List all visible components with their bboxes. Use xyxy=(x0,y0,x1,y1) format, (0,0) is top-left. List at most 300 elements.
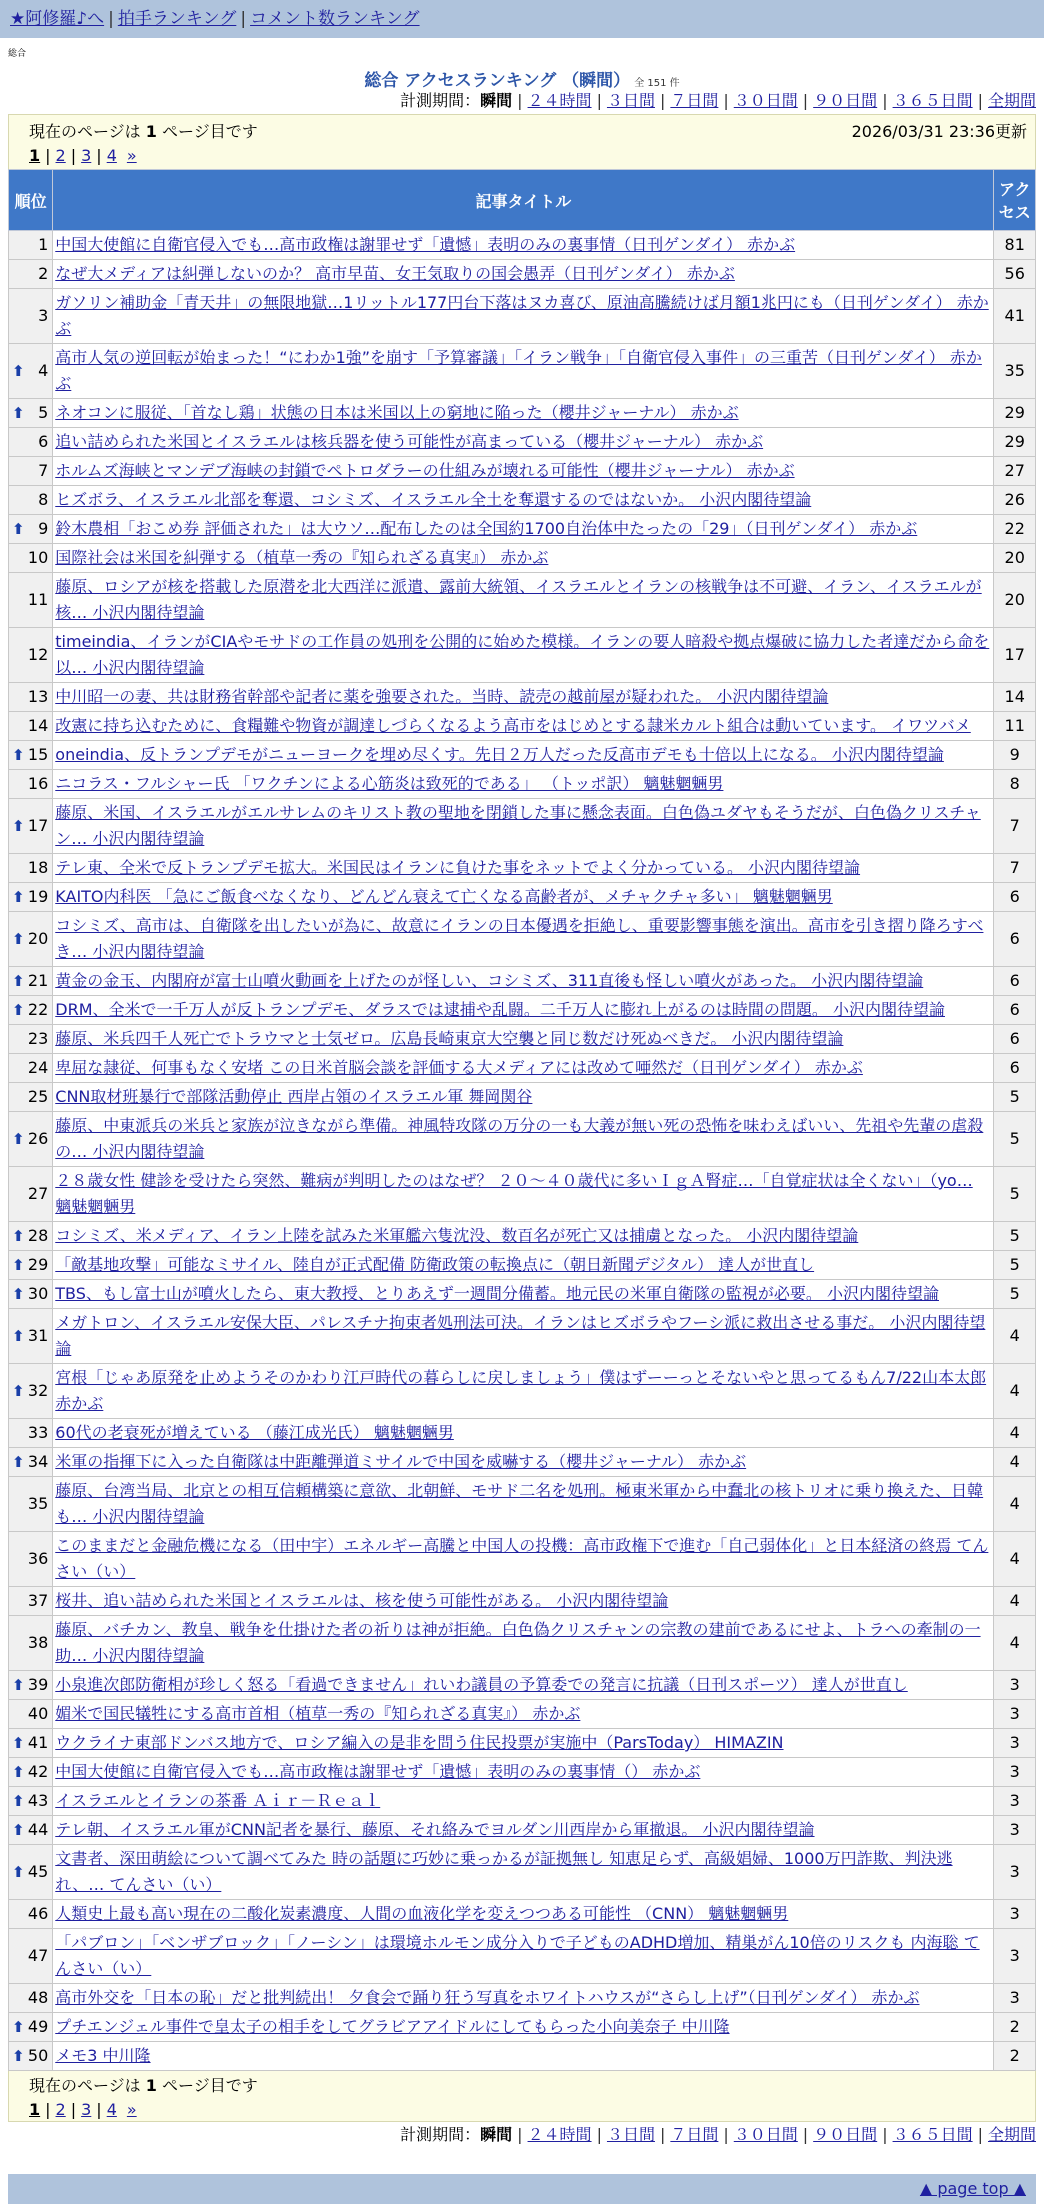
access-count-cell: 6 xyxy=(994,1054,1036,1083)
rank-cell xyxy=(9,1167,53,1222)
table-row xyxy=(9,1758,1036,1787)
access-count-cell: 3 xyxy=(994,1700,1036,1729)
article-title-link[interactable]: プチエンジェル事件で皇太子の相手をしてグラビアアイドルにしてもらった小向美奈子 中川隆 xyxy=(55,2017,730,2036)
article-title-link[interactable]: 国際社会は米国を糾弾する（植草一秀の『知られざる真実』） 赤かぶ xyxy=(55,548,549,567)
article-title-link[interactable]: 「敵基地攻撃」可能なミサイル、陸自が正式配備 防衛政策の転換点に（朝日新聞デジタル） 達人が世直し xyxy=(55,1255,815,1274)
table-row xyxy=(9,1054,1036,1083)
next-page-link[interactable]: » xyxy=(126,146,137,165)
page-link[interactable]: 2 xyxy=(55,146,66,165)
article-title-link[interactable]: 藤原、米兵四千人死亡でトラウマと士気ゼロ。広島長崎東京大空襲と同じ数だけ死ぬべきだ。 小沢内閣待望論 xyxy=(55,1029,844,1048)
table-row xyxy=(9,1251,1036,1280)
up-arrow-icon: ⬆ xyxy=(12,1763,25,1781)
page-link[interactable]: 3 xyxy=(81,146,92,165)
page-title: 総合 アクセスランキング （瞬間） xyxy=(364,71,631,91)
page-info-box xyxy=(8,114,1036,169)
access-count-cell: 3 xyxy=(994,1845,1036,1900)
table-row xyxy=(9,2042,1036,2071)
rank-cell xyxy=(9,1984,53,2013)
article-title-link[interactable]: CNN取材班暴行で部隊活動停止 西岸占領のイスラエル軍 舞岡関谷 xyxy=(55,1087,533,1106)
rank-cell xyxy=(9,1616,53,1671)
period-option-link[interactable]: ２４時間 xyxy=(527,91,592,110)
access-count-cell: 17 xyxy=(994,628,1036,683)
access-count-cell: 5 xyxy=(994,1167,1036,1222)
rank-cell xyxy=(9,544,53,573)
title-cell xyxy=(53,399,994,428)
access-count-cell: 5 xyxy=(994,1280,1036,1309)
access-column-header: アクセス xyxy=(994,170,1036,231)
access-count-cell: 3 xyxy=(994,1929,1036,1984)
table-row xyxy=(9,1025,1036,1054)
table-row xyxy=(9,573,1036,628)
rank-number: 49 xyxy=(27,2017,49,2036)
applause-ranking-link[interactable]: 拍手ランキング xyxy=(117,9,237,29)
article-title-link[interactable]: timeindia、イランがCIAやモサドの工作員の処刑を公開的に始めた模様。イランの要人暗殺や拠点爆破に協力した者達だから命を以… 小沢内閣待望論 xyxy=(55,632,990,677)
article-title-link[interactable]: メガトロン、イスラエル安保大臣、パレスチナ拘束者処刑法可決。イランはヒズボラやフーシ派に救出させる事だ。 小沢内閣待望論 xyxy=(55,1313,986,1358)
table-row xyxy=(9,1532,1036,1587)
access-count-cell: 4 xyxy=(994,1309,1036,1364)
table-row xyxy=(9,741,1036,770)
article-title-link[interactable]: 追い詰められた米国とイスラエルは核兵器を使う可能性が高まっている（櫻井ジャーナル） 赤かぶ xyxy=(55,432,764,451)
page-status-suffix: ページ目です xyxy=(156,2076,258,2095)
access-count-cell: 56 xyxy=(994,260,1036,289)
article-title-link[interactable]: 高市人気の逆回転が始まった！“にわか1強”を崩す「予算審議」「イラン戦争」「自衛官侵入事件」の三重苦（日刊ゲンダイ） 赤かぶ xyxy=(55,348,982,393)
rank-cell xyxy=(9,399,53,428)
rank-cell xyxy=(9,1477,53,1532)
period-current: 瞬間 xyxy=(480,91,513,110)
table-row xyxy=(9,1587,1036,1616)
article-title-link[interactable]: メモ3 中川隆 xyxy=(55,2046,151,2065)
rank-cell xyxy=(9,1700,53,1729)
access-count-cell: 6 xyxy=(994,996,1036,1025)
nav-separator: | xyxy=(108,9,114,29)
article-title-link[interactable]: 高市外交を「日本の恥」だと批判続出！ 夕食会で踊り狂う写真をホワイトハウスが“さらし上げ”（日刊ゲンダイ） 赤かぶ xyxy=(55,1988,920,2007)
rank-number: 20 xyxy=(27,929,49,948)
table-row xyxy=(9,1929,1036,1984)
access-count-cell: 2 xyxy=(994,2013,1036,2042)
rank-cell xyxy=(9,1112,53,1167)
page-status-prefix: 現在のページは xyxy=(29,2076,146,2095)
rank-number: 9 xyxy=(38,519,49,538)
title-cell xyxy=(53,1671,994,1700)
article-title-link[interactable]: 中川昭一の妻、共は財務省幹部や記者に薬を強要された。当時、読売の越前屋が疑われた。 小沢内閣待望論 xyxy=(55,687,829,706)
rank-number: 2 xyxy=(38,264,49,283)
title-cell xyxy=(53,428,994,457)
page-status-suffix: ページ目です xyxy=(156,122,258,141)
article-title-link[interactable]: ２８歳女性 健診を受けたら突然、難病が判明したのはなぜ？ ２０～４０歳代に多いＩｇＡ腎症…「自覚症状は全くない」（yo… 魑魅魍魎男 xyxy=(55,1171,973,1216)
rank-number: 14 xyxy=(27,716,49,735)
access-count-cell: 4 xyxy=(994,1448,1036,1477)
page-link[interactable]: 3 xyxy=(81,2100,92,2119)
access-count-cell: 9 xyxy=(994,741,1036,770)
rank-cell xyxy=(9,741,53,770)
table-row xyxy=(9,1448,1036,1477)
rank-column-header: 順位 xyxy=(9,170,53,231)
article-title-link[interactable]: 中国大使館に自衛官侵入でも…高市政権は謝罪せず「遺憾」表明のみの裏事情（） 赤かぶ xyxy=(55,1762,701,1781)
article-title-link[interactable]: イスラエルとイランの茶番 Ａｉｒ－Ｒｅａｌ xyxy=(55,1791,381,1810)
period-option-link[interactable]: ３６５日間 xyxy=(892,91,973,110)
rank-cell xyxy=(9,1280,53,1309)
title-cell xyxy=(53,683,994,712)
title-cell xyxy=(53,799,994,854)
article-title-link[interactable]: DRM、全米で一千万人が反トランプデモ、ダラスでは逮捕や乱闘。二千万人に膨れ上がるのは時間の問題。 小沢内閣待望論 xyxy=(55,1000,945,1019)
access-count-cell: 11 xyxy=(994,712,1036,741)
rank-number: 15 xyxy=(27,745,49,764)
article-title-link[interactable]: TBS、もし富士山が噴火したら、東大教授、とりあえず一週間分備蓄。地元民の米軍自衛隊の監視が必要。 小沢内閣待望論 xyxy=(55,1284,939,1303)
up-arrow-icon: ⬆ xyxy=(12,1792,25,1810)
access-count-cell: 2 xyxy=(994,2042,1036,2071)
rank-cell xyxy=(9,1816,53,1845)
up-arrow-icon: ⬆ xyxy=(12,1734,25,1752)
access-count-cell: 3 xyxy=(994,1984,1036,2013)
article-title-link[interactable]: ウクライナ東部ドンバス地方で、ロシア編入の是非を問う住民投票が実施中（ParsToday） HIMAZIN xyxy=(55,1733,784,1752)
rank-number: 11 xyxy=(27,590,49,609)
period-selector-bottom xyxy=(0,2122,1044,2148)
access-count-cell: 5 xyxy=(994,1083,1036,1112)
rank-number: 6 xyxy=(38,432,49,451)
period-separator: | xyxy=(723,2125,729,2144)
rank-cell xyxy=(9,1251,53,1280)
rank-number: 23 xyxy=(27,1029,49,1048)
page-separator: | xyxy=(70,146,77,165)
article-title-link[interactable]: ガソリン補助金「青天井」の無限地獄…1リットル177円台下落はヌカ喜び、原油高騰続けば月額1兆円にも（日刊ゲンダイ） 赤かぶ xyxy=(55,293,989,338)
rank-number: 18 xyxy=(27,858,49,877)
rank-number: 17 xyxy=(27,816,49,835)
page-separator: | xyxy=(96,146,102,165)
up-arrow-icon: ⬆ xyxy=(12,1453,25,1471)
table-row xyxy=(9,260,1036,289)
access-count-cell: 3 xyxy=(994,1816,1036,1845)
period-option-link[interactable]: ７日間 xyxy=(670,2125,719,2144)
rank-cell xyxy=(9,1845,53,1900)
article-title-link[interactable]: なぜ大メディアは糾弾しないのか？ 高市早苗、女王気取りの国会愚弄（日刊ゲンダイ） 赤かぶ xyxy=(55,264,735,283)
page-status xyxy=(29,2073,1015,2096)
access-count-cell: 3 xyxy=(994,1729,1036,1758)
table-row xyxy=(9,712,1036,741)
up-arrow-icon: ⬆ xyxy=(12,972,25,990)
access-count-cell: 6 xyxy=(994,912,1036,967)
rank-cell xyxy=(9,1532,53,1587)
page-top-link[interactable]: ▲ page top ▲ xyxy=(919,2179,1026,2198)
breadcrumb: 総合 xyxy=(8,49,27,59)
rank-cell xyxy=(9,1222,53,1251)
article-title-link[interactable]: 中国大使館に自衛官侵入でも…高市政権は謝罪せず「遺憾」表明のみの裏事情（日刊ゲンダイ） 赤かぶ xyxy=(55,235,796,254)
period-option-link[interactable]: ９０日間 xyxy=(813,2125,878,2144)
article-title-link[interactable]: コシミズ、高市は、自衛隊を出したいが為に、故意にイランの日本優遇を拒絶し、重要影響事態を演出。高市を引き摺り降ろすべき… 小沢内閣待望論 xyxy=(55,916,984,961)
rank-number: 4 xyxy=(38,361,49,380)
article-title-link[interactable]: 60代の老衰死が増えている （藤江成光氏） 魑魅魍魎男 xyxy=(55,1423,454,1442)
access-count-cell: 35 xyxy=(994,344,1036,399)
period-option-link[interactable]: ３日間 xyxy=(606,2125,655,2144)
title-cell xyxy=(53,1477,994,1532)
article-title-link[interactable]: 媚米で国民犠牲にする高市首相（植草一秀の『知られざる真実』） 赤かぶ xyxy=(55,1704,581,1723)
rank-cell xyxy=(9,1929,53,1984)
table-row xyxy=(9,1309,1036,1364)
period-separator: | xyxy=(723,91,729,110)
period-separator: | xyxy=(977,91,983,110)
title-cell xyxy=(53,1845,994,1900)
up-arrow-icon: ⬆ xyxy=(12,1227,25,1245)
article-title-link[interactable]: 黄金の金玉、内閣府が富士山噴火動画を上げたのが怪しい、コシミズ、311直後も怪しい噴火があった。 小沢内閣待望論 xyxy=(55,971,924,990)
rank-cell xyxy=(9,1787,53,1816)
article-title-link[interactable]: 米軍の指揮下に入った自衛隊は中距離弾道ミサイルで中国を威嚇する（櫻井ジャーナル） 赤かぶ xyxy=(55,1452,747,1471)
title-cell xyxy=(53,1419,994,1448)
article-title-link[interactable]: テレ東、全米で反トランプデモ拡大。米国民はイランに負けた事をネットでよく分かっている。 小沢内閣待望論 xyxy=(55,858,861,877)
rank-cell xyxy=(9,486,53,515)
article-title-link[interactable]: 藤原、バチカン、教皇、戦争を仕掛けた者の祈りは神が拒絶。白色偽クリスチャンの宗教の建前であるにせよ、トラへの牽制の一助… 小沢内閣待望論 xyxy=(55,1620,981,1665)
access-count-cell: 4 xyxy=(994,1364,1036,1419)
table-row xyxy=(9,1787,1036,1816)
rank-number: 44 xyxy=(27,1820,49,1839)
rank-cell xyxy=(9,1419,53,1448)
table-row xyxy=(9,399,1036,428)
rank-number: 33 xyxy=(27,1423,49,1442)
title-cell xyxy=(53,486,994,515)
up-arrow-icon: ⬆ xyxy=(12,888,25,906)
title-cell xyxy=(53,344,994,399)
title-cell xyxy=(53,967,994,996)
title-cell xyxy=(53,1364,994,1419)
access-count-cell: 6 xyxy=(994,1025,1036,1054)
up-arrow-icon: ⬆ xyxy=(12,1821,25,1839)
rank-cell xyxy=(9,289,53,344)
rank-number: 32 xyxy=(27,1381,49,1400)
title-cell xyxy=(53,1758,994,1787)
access-count-cell: 20 xyxy=(994,544,1036,573)
period-option-link[interactable]: ３日間 xyxy=(606,91,655,110)
title-cell xyxy=(53,1616,994,1671)
period-option-link[interactable]: ７日間 xyxy=(670,91,719,110)
current-page-number: 1 xyxy=(145,122,157,141)
period-option-link[interactable]: ９０日間 xyxy=(813,91,878,110)
rank-number: 42 xyxy=(27,1762,49,1781)
home-link[interactable]: ★阿修羅♪へ xyxy=(10,9,105,29)
table-row xyxy=(9,344,1036,399)
article-title-link[interactable]: 藤原、ロシアが核を搭載した原潜を北大西洋に派遣、露前大統領、イスラエルとイランの核戦争は不可避、イラン、イスラエルが核… 小沢内閣待望論 xyxy=(55,577,982,622)
table-row xyxy=(9,770,1036,799)
article-title-link[interactable]: oneindia、反トランプデモがニューヨークを埋め尽くす。先日２万人だった反高市デモも十倍以上になる。 小沢内閣待望論 xyxy=(55,745,944,764)
article-title-link[interactable]: 鈴木農相「おこめ券 評価された」は大ウソ…配布したのは全国約1700自治体中たったの「29」（日刊ゲンダイ） 赤かぶ xyxy=(55,519,918,538)
title-cell xyxy=(53,515,994,544)
title-cell xyxy=(53,1700,994,1729)
period-label: 計測期間： xyxy=(400,2125,481,2144)
title-cell xyxy=(53,1532,994,1587)
access-count-cell: 6 xyxy=(994,883,1036,912)
access-count-cell: 5 xyxy=(994,1222,1036,1251)
period-option-link[interactable]: 全期間 xyxy=(987,2125,1036,2144)
page-link[interactable]: 4 xyxy=(106,146,117,165)
access-count-cell: 7 xyxy=(994,854,1036,883)
article-title-link[interactable]: コシミズ、米メディア、イラン上陸を試みた米軍艦六隻沈没、数百名が死亡又は捕虜となった。 小沢内閣待望論 xyxy=(55,1226,859,1245)
article-title-link[interactable]: 藤原、台湾当局、北京との相互信頼構築に意欲、北朝鮮、モサド二名を処刑。極東米軍から中蠢北の核トリオに乗り換えた、日韓も… 小沢内閣待望論 xyxy=(55,1481,984,1526)
rank-number: 45 xyxy=(27,1862,49,1881)
article-title-link[interactable]: 小泉進次郎防衛相が珍しく怒る「看過できません」れいわ議員の予算委での発言に抗議（日刊スポーツ） 達人が世直し xyxy=(55,1675,908,1694)
period-option-link[interactable]: 全期間 xyxy=(987,91,1036,110)
period-selector xyxy=(0,88,1044,114)
rank-number: 43 xyxy=(27,1791,49,1810)
up-arrow-icon: ⬆ xyxy=(12,1285,25,1303)
access-count-cell: 3 xyxy=(994,1758,1036,1787)
rank-cell xyxy=(9,344,53,399)
current-page-link[interactable]: 1 xyxy=(29,146,41,165)
table-row xyxy=(9,1112,1036,1167)
period-separator: | xyxy=(659,91,666,110)
table-row xyxy=(9,1083,1036,1112)
rank-cell xyxy=(9,883,53,912)
table-row xyxy=(9,289,1036,344)
rank-number: 29 xyxy=(27,1255,49,1274)
title-cell xyxy=(53,457,994,486)
rank-number: 41 xyxy=(27,1733,49,1752)
rank-number: 16 xyxy=(27,774,49,793)
table-row xyxy=(9,854,1036,883)
next-page-link[interactable]: » xyxy=(126,2100,137,2119)
access-count-cell: 3 xyxy=(994,1671,1036,1700)
table-row xyxy=(9,2013,1036,2042)
rank-number: 5 xyxy=(38,403,49,422)
title-cell xyxy=(53,741,994,770)
article-title-link[interactable]: 宮根「じゃあ原発を止めようそのかわり江戸時代の暮らしに戻しましょう」僕はずーーっとそないやと思ってるもん7/22山本太郎 赤かぶ xyxy=(55,1368,987,1413)
table-row xyxy=(9,1900,1036,1929)
rank-number: 39 xyxy=(27,1675,49,1694)
access-count-cell: 5 xyxy=(994,1251,1036,1280)
page-link[interactable]: 2 xyxy=(55,2100,66,2119)
rank-cell xyxy=(9,967,53,996)
up-arrow-icon: ⬆ xyxy=(12,1863,25,1881)
table-row xyxy=(9,428,1036,457)
period-label: 計測期間： xyxy=(400,91,481,110)
page-info-box-bottom xyxy=(8,2071,1036,2122)
table-row xyxy=(9,1671,1036,1700)
rank-number: 47 xyxy=(27,1946,49,1965)
access-count-cell: 22 xyxy=(994,515,1036,544)
article-title-link[interactable]: 藤原、中東派兵の米兵と家族が泣きながら準備。神風特攻隊の万分の一も大義が無い死の恐怖を味わえばいい、先祖や先輩の虐殺の… 小沢内閣待望論 xyxy=(55,1116,984,1161)
article-title-link[interactable]: 改憲に持ち込むために、食糧難や物資が調達しづらくなるよう高市をはじめとする隷米カルト組合は動いています。 イワツバメ xyxy=(55,716,971,735)
rank-cell xyxy=(9,1025,53,1054)
period-separator: | xyxy=(596,2125,602,2144)
article-title-link[interactable]: ネオコンに服従、「首なし鶏」状態の日本は米国以上の窮地に陥った（櫻井ジャーナル） 赤かぶ xyxy=(55,403,739,422)
rank-cell xyxy=(9,1671,53,1700)
table-row xyxy=(9,883,1036,912)
title-cell xyxy=(53,1167,994,1222)
up-arrow-icon: ⬆ xyxy=(12,1676,25,1694)
table-row xyxy=(9,912,1036,967)
article-title-link[interactable]: 「パブロン」「ベンザブロック」「ノーシン」は環境ホルモン成分入りで子どものADHD増加、精巣がん10倍のリスクも 内海聡 てんさい（い） xyxy=(55,1933,980,1978)
title-cell xyxy=(53,1054,994,1083)
rank-cell xyxy=(9,1448,53,1477)
table-row xyxy=(9,544,1036,573)
title-cell xyxy=(53,996,994,1025)
rank-number: 31 xyxy=(27,1326,49,1345)
access-count-cell: 4 xyxy=(994,1532,1036,1587)
up-arrow-icon: ⬆ xyxy=(12,746,25,764)
comment-ranking-link[interactable]: コメント数ランキング xyxy=(250,9,420,29)
article-title-link[interactable]: ホルムズ海峡とマンデブ海峡の封鎖でペトロダラーの仕組みが壊れる可能性（櫻井ジャーナル） 赤かぶ xyxy=(55,461,795,480)
period-option-link[interactable]: ３０日間 xyxy=(733,91,798,110)
table-row xyxy=(9,1700,1036,1729)
article-title-link[interactable]: このままだと金融危機になる（田中宇）エネルギー高騰と中国人の投機：高市政権下で進む「自己弱体化」と日本経済の終焉 てんさい（い） xyxy=(55,1536,989,1581)
title-cell xyxy=(53,1112,994,1167)
rank-cell xyxy=(9,912,53,967)
rank-number: 1 xyxy=(38,235,49,254)
rank-number: 40 xyxy=(27,1704,49,1723)
article-title-link[interactable]: ヒズボラ、イスラエル北部を奪還、コシミズ、イスラエル全土を奪還するのではないか。 小沢内閣待望論 xyxy=(55,490,812,509)
access-count-cell: 3 xyxy=(994,1900,1036,1929)
period-current: 瞬間 xyxy=(480,2125,513,2144)
rank-cell xyxy=(9,1054,53,1083)
title-cell xyxy=(53,854,994,883)
table-row xyxy=(9,457,1036,486)
period-option-link[interactable]: ３０日間 xyxy=(733,2125,798,2144)
article-title-link[interactable]: ニコラス・フルシャー氏 「ワクチンによる心筋炎は致死的である」 （トッポ訳） 魑魅魍魎男 xyxy=(55,774,724,793)
rank-cell xyxy=(9,854,53,883)
rank-number: 28 xyxy=(27,1226,49,1245)
page-link[interactable]: 4 xyxy=(106,2100,117,2119)
ranking-table-body xyxy=(9,231,1036,2071)
rank-cell xyxy=(9,457,53,486)
rank-number: 48 xyxy=(27,1988,49,2007)
rank-number: 12 xyxy=(27,645,49,664)
rank-cell xyxy=(9,573,53,628)
title-cell xyxy=(53,1448,994,1477)
up-arrow-icon: ⬆ xyxy=(12,817,25,835)
title-cell xyxy=(53,628,994,683)
period-separator: | xyxy=(977,2125,983,2144)
up-arrow-icon: ⬆ xyxy=(12,520,25,538)
rank-cell xyxy=(9,712,53,741)
table-row xyxy=(9,799,1036,854)
rank-number: 19 xyxy=(27,887,49,906)
title-cell xyxy=(53,260,994,289)
table-row xyxy=(9,231,1036,260)
up-arrow-icon: ⬆ xyxy=(12,362,25,380)
current-page-link[interactable]: 1 xyxy=(29,2100,41,2119)
article-title-link[interactable]: 桜井、追い詰められた米国とイスラエルは、核を使う可能性がある。 小沢内閣待望論 xyxy=(55,1591,669,1610)
pagination xyxy=(29,146,1015,165)
access-count-cell: 29 xyxy=(994,428,1036,457)
period-option-link[interactable]: ３６５日間 xyxy=(892,2125,973,2144)
period-option-link[interactable]: ２４時間 xyxy=(527,2125,592,2144)
rank-cell xyxy=(9,1083,53,1112)
article-title-link[interactable]: 藤原、米国、イスラエルがエルサレムのキリスト教の聖地を閉鎖した事に懸念表面。白色偽ユダヤもそうだが、白色偽クリスチャン… 小沢内閣待望論 xyxy=(55,803,981,848)
title-cell xyxy=(53,231,994,260)
title-cell xyxy=(53,289,994,344)
title-cell xyxy=(53,1025,994,1054)
title-column-header: 記事タイトル xyxy=(53,170,994,231)
up-arrow-icon: ⬆ xyxy=(12,2047,25,2065)
page-separator: | xyxy=(70,2100,77,2119)
period-separator: | xyxy=(659,2125,666,2144)
article-title-link[interactable]: 卑屈な隷従、何事もなく安堵 この日米首脳会談を評価する大メディアには改めて唖然だ（日刊ゲンダイ） 赤かぶ xyxy=(55,1058,863,1077)
table-row xyxy=(9,1729,1036,1758)
rank-cell xyxy=(9,260,53,289)
table-row xyxy=(9,1616,1036,1671)
access-count-cell: 3 xyxy=(994,1787,1036,1816)
article-title-link[interactable]: 文書者、深田萌絵について調べてみた 時の話題に巧妙に乗っかるが証拠無し 知恵足らず、高級娼婦、1000万円詐欺、判決逃れ、… てんさい（い） xyxy=(55,1849,953,1894)
article-title-link[interactable]: テレ朝、イスラエル軍がCNN記者を暴行、藤原、それ絡みでヨルダン川西岸から軍撤退。 小沢内閣待望論 xyxy=(55,1820,815,1839)
access-count-cell: 26 xyxy=(994,486,1036,515)
table-row xyxy=(9,967,1036,996)
article-title-link[interactable]: 人類史上最も高い現在の二酸化炭素濃度、人間の血液化学を変えつつある可能性 （CNN） 魑魅魍魎男 xyxy=(55,1904,789,1923)
title-cell xyxy=(53,883,994,912)
up-arrow-icon: ⬆ xyxy=(12,1382,25,1400)
rank-number: 24 xyxy=(27,1058,49,1077)
table-row xyxy=(9,1984,1036,2013)
rank-cell xyxy=(9,683,53,712)
period-separator: | xyxy=(802,91,809,110)
article-title-link[interactable]: KAITO内科医 「急にご飯食べなくなり、どんどん衰えて亡くなる高齢者が、メチャクチャ多い」 魑魅魍魎男 xyxy=(55,887,833,906)
rank-number: 7 xyxy=(38,461,49,480)
period-separator: | xyxy=(596,91,602,110)
